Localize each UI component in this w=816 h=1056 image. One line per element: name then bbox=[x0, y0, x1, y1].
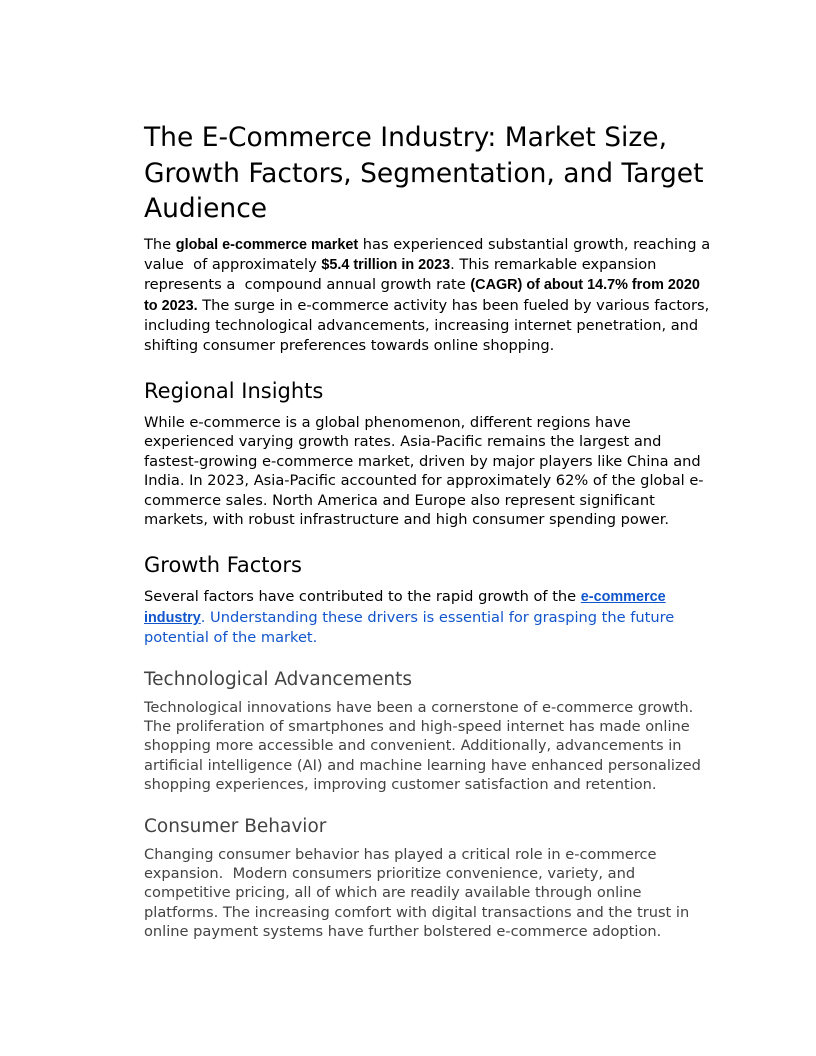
document-title: The E-Commerce Industry: Market Size, Growth Factors, Segmentation, and Target Audience bbox=[144, 122, 704, 224]
growth-text-post: . Understanding these drivers is essential for grasping the future potential of the market. bbox=[144, 608, 675, 647]
regional-insights-heading: Regional Insights bbox=[144, 378, 324, 403]
growth-factors-heading: Growth Factors bbox=[144, 553, 302, 578]
intro-paragraph bbox=[144, 235, 716, 355]
technological-advancements-paragraph: Technological innovations have been a cornerstone of e-commerce growth. The proliferation of smartphones and high-speed internet has made online shopping more accessible and convenient. Additionally, advancements in artificial intelligence (AI) and machine learning have enhanced personalized shopping experiences, improving customer satisfaction and retention. bbox=[144, 698, 701, 794]
intro-bold-market: global e-commerce market bbox=[175, 236, 359, 253]
document-page bbox=[144, 120, 716, 942]
growth-factors-paragraph bbox=[144, 587, 716, 647]
intro-text-2: has experienced substantial growth, reaching a value of approximately bbox=[144, 235, 711, 273]
consumer-behavior-paragraph: Changing consumer behavior has played a critical role in e-commerce expansion. Modern consumers prioritize convenience, variety, and competitive pricing, all of which are readily available through online platforms. The increasing comfort with digital transactions and the trust in online payment systems have further bolstered e-commerce adoption. bbox=[144, 845, 690, 941]
intro-bold-value: $5.4 trillion in 2023 bbox=[321, 256, 451, 273]
regional-insights-paragraph: While e-commerce is a global phenomenon, different regions have experienced varying growth rates. Asia-Pacific remains the largest and fastest-growing e-commerce market, driven by major players like China and India. In 2023, Asia-Pacific accounted for approximately 62% of the global e-commerce sales. North America and Europe also represent significant markets, with robust infrastructure and high consumer spending power. bbox=[144, 413, 704, 528]
consumer-behavior-heading: Consumer Behavior bbox=[144, 815, 327, 837]
intro-text-1: The bbox=[144, 235, 176, 253]
technological-advancements-heading: Technological Advancements bbox=[144, 668, 413, 690]
intro-bold-cagr: (CAGR) of about 14.7% from 2020 to 2023. bbox=[144, 277, 700, 314]
intro-text-4: The surge in e-commerce activity has been fueled by various factors, including technological advancements, increasing internet penetration, and shifting consumer preferences towards online shopping. bbox=[144, 296, 710, 354]
intro-text-3: . This remarkable expansion represents a compound annual growth rate bbox=[144, 255, 657, 294]
growth-text-pre: Several factors have contributed to the rapid growth of the bbox=[144, 588, 581, 606]
ecommerce-industry-link[interactable]: e-commerce industry bbox=[144, 589, 666, 626]
